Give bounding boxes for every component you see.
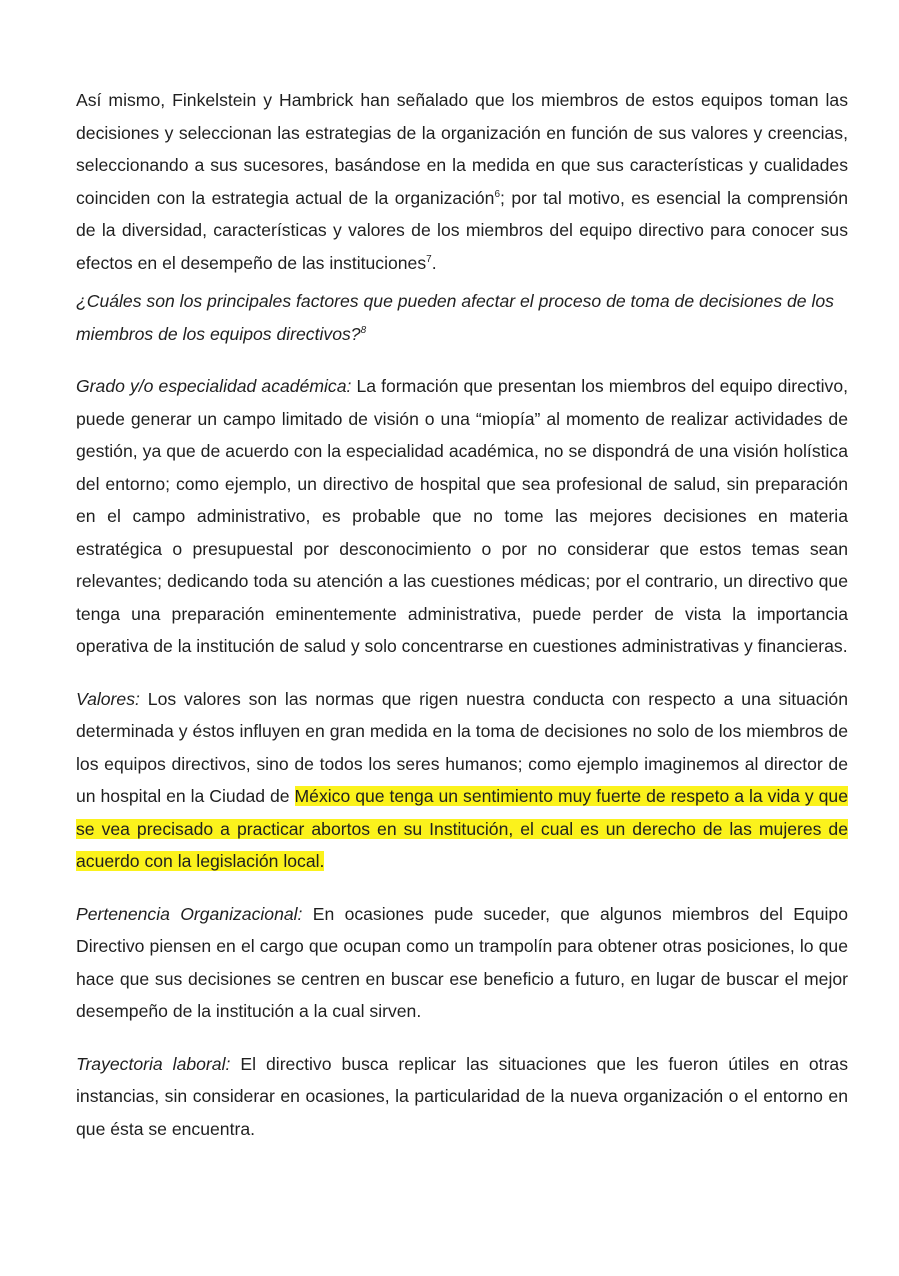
section-valores <box>76 683 848 878</box>
footnote-ref-7[interactable]: 7 <box>426 253 432 265</box>
document-page <box>76 84 848 1145</box>
section-label: Valores: <box>76 688 140 709</box>
footnote-ref-8[interactable]: 8 <box>360 324 367 336</box>
section-label: Trayectoria laboral: <box>76 1053 231 1074</box>
section-text: La formación que presentan los miembros del equipo directivo, puede generar un campo limitado de visión o una “miopía” al momento de realizar actividades de gestión, ya que de acuerdo con la especialidad académica, no se dispondrá de una visión holística del entorno; como ejemplo, un directivo de hospital que sea profesional de salud, sin preparación en el campo administrativo, es probable que no tome las mejores decisiones en materia estratégica o presupuestal por desconocimiento o por no considerar que estos temas sean relevantes; dedicando toda su atención a las cuestiones médicas; por el contrario, un directivo que tenga una preparación eminentemente administrativa, puede perder de vista la importancia operativa de la institución de salud y solo concentrarse en cuestiones administrativas y financieras. <box>76 376 848 656</box>
question-heading <box>76 285 848 350</box>
section-text: Los valores son las normas que rigen nuestra conducta con respecto a una situación determinada y éstos influyen en gran medida en la toma de decisiones no solo de los miembros de los equipos directivos, sino de todos los seres humanos; como ejemplo imaginemos al director de un hospital en la Ciudad de <box>76 688 848 806</box>
question-text: ¿Cuáles son los principales factores que pueden afectar el proceso de toma de decisiones de los miembros de los equipos directivos? <box>76 291 834 344</box>
section-text: En ocasiones pude suceder, que algunos miembros del Equipo Directivo piensen en el cargo que ocupan como un trampolín para obtener otras posiciones, lo que hace que sus decisiones se centren en buscar ese beneficio a futuro, en lugar de buscar el mejor desempeño de la institución a la cual sirven. <box>76 903 848 1021</box>
footnote-ref-6[interactable]: 6 <box>494 188 501 200</box>
intro-text: Así mismo, Finkelstein y Hambrick han señalado que los miembros de estos equipos toman las decisiones y seleccionan las estrategias de la organización en función de sus valores y creencias, seleccionando a sus sucesores, basándose en la medida en que sus características y cualidades coinciden con la estrategia actual de la organización <box>76 90 848 208</box>
highlighted-text: México que tenga un sentimiento muy fuerte de respeto a la vida y que se vea precisado a practicar abortos en su Institución, el cual es un derecho de las mujeres de acuerdo con la legislación local. <box>76 786 848 871</box>
section-trayectoria-laboral <box>76 1048 848 1146</box>
section-grado-academico <box>76 370 848 663</box>
intro-paragraph <box>76 84 848 279</box>
section-label: Grado y/o especialidad académica: <box>76 376 352 396</box>
section-pertenencia-organizacional <box>76 898 848 1028</box>
section-label: Pertenencia Organizacional: <box>76 903 303 924</box>
intro-end: . <box>431 252 437 273</box>
section-text: El directivo busca replicar las situaciones que les fueron útiles en otras instancias, sin considerar en ocasiones, la particularidad de la nueva organización o el entorno en que ésta se encuentra. <box>76 1053 849 1139</box>
intro-text-continued: ; por tal motivo, es esencial la comprensión de la diversidad, características y valores de los miembros del equipo directivo para conocer sus efectos en el desempeño de las instituciones <box>76 187 849 273</box>
